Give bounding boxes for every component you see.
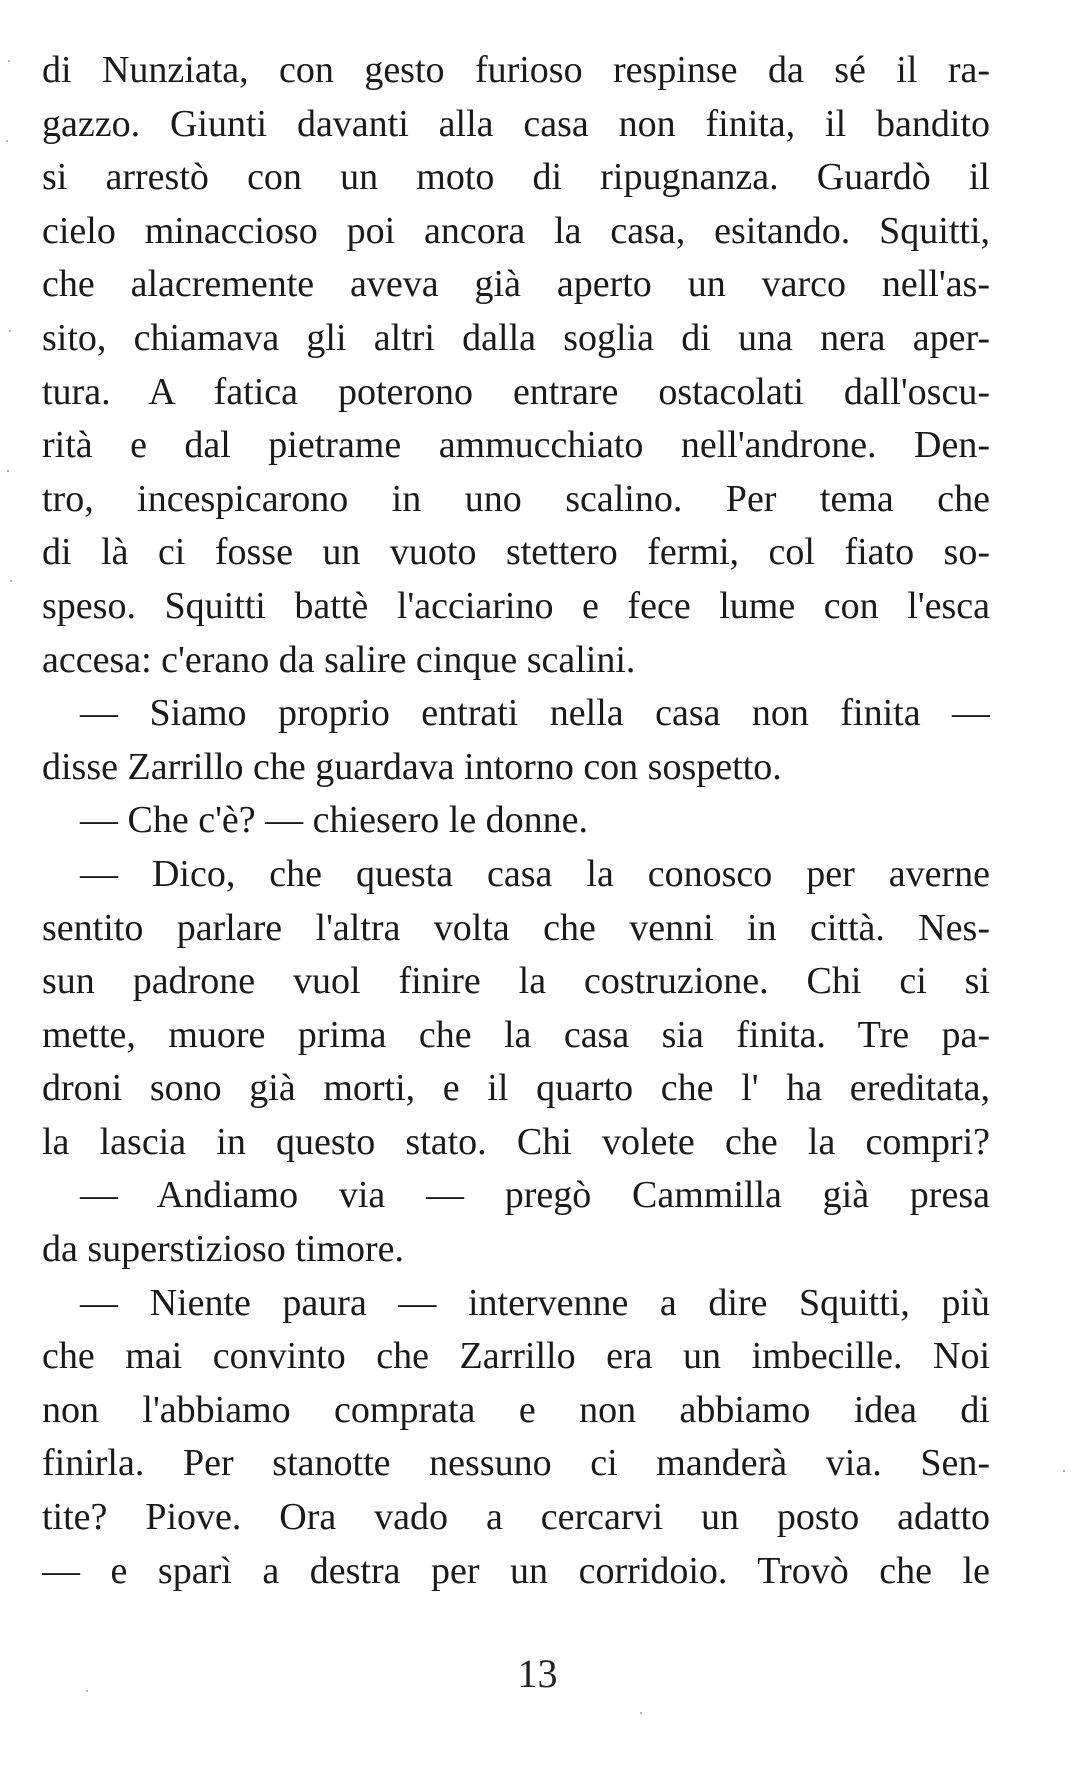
page-number: 13 [517,1651,558,1696]
text-line: — Siamo proprio entrati nella casa non finita — [42,692,990,735]
text-line: sun padrone vuol finire la costruzione. Chi ci si [42,960,990,1003]
text-line: droni sono già morti, e il quarto che l' ha ereditata, [42,1067,990,1110]
text-line: cielo minaccioso poi ancora la casa, esitando. Squitti, [42,209,990,252]
text-line: rità e dal pietrame ammucchiato nell'androne. Den- [42,424,990,467]
text-line: si arrestò con un moto di ripugnanza. Guardò il [42,156,990,199]
scan-speck [1063,1470,1065,1472]
text-line: — Dico, che questa casa la conosco per averne [42,852,990,895]
body-text [42,44,990,1598]
scan-speck [7,470,9,472]
scan-speck [10,580,12,582]
text-line: gazzo. Giunti davanti alla casa non finita, il bandito [42,102,990,145]
text-line: la lascia in questo stato. Chi volete che la compri? [42,1120,990,1163]
text-line: di là ci fosse un vuoto stettero fermi, col fiato so- [42,531,990,574]
text-line: accesa: c'erano da salire cinque scalini. [42,638,636,681]
text-line: speso. Squitti battè l'acciarino e fece lume con l'esca [42,584,990,627]
text-line: che alacremente aveva già aperto un varco nell'as- [42,263,990,306]
text-line: tite? Piove. Ora vado a cercarvi un posto adatto [42,1496,990,1539]
text-line: — e sparì a destra per un corridoio. Trovò che le [42,1549,990,1592]
text-line: tura. A fatica poterono entrare ostacolati dall'oscu- [42,370,990,413]
text-line: finirla. Per stanotte nessuno ci manderà via. Sen- [42,1442,990,1485]
text-line: di Nunziata, con gesto furioso respinse da sé il ra- [42,49,990,91]
text-line: — Niente paura — intervenne a dire Squitti, più [42,1281,990,1324]
text-line: sito, chiamava gli altri dalla soglia di una nera aper- [42,316,990,359]
text-line: mette, muore prima che la casa sia finita. Tre pa- [42,1013,990,1056]
text-line: sentito parlare l'altra volta che venni in città. Nes- [42,906,990,949]
text-line: — Che c'è? — chiesero le donne. [42,799,589,842]
scan-speck [640,1712,642,1714]
text-line: disse Zarrillo che guardava intorno con sospetto. [42,745,782,788]
scan-speck [6,140,8,142]
scan-speck [9,330,11,332]
text-line: che mai convinto che Zarrillo era un imbecille. Noi [42,1335,990,1378]
text-line: tro, incespicarono in uno scalino. Per tema che [42,477,990,520]
scan-speck [86,1690,88,1692]
text-line: da superstizioso timore. [42,1228,404,1271]
scan-speck [8,60,10,62]
text-line: — Andiamo via — pregò Cammilla già presa [42,1174,990,1217]
text-line: non l'abbiamo comprata e non abbiamo idea di [42,1388,990,1431]
